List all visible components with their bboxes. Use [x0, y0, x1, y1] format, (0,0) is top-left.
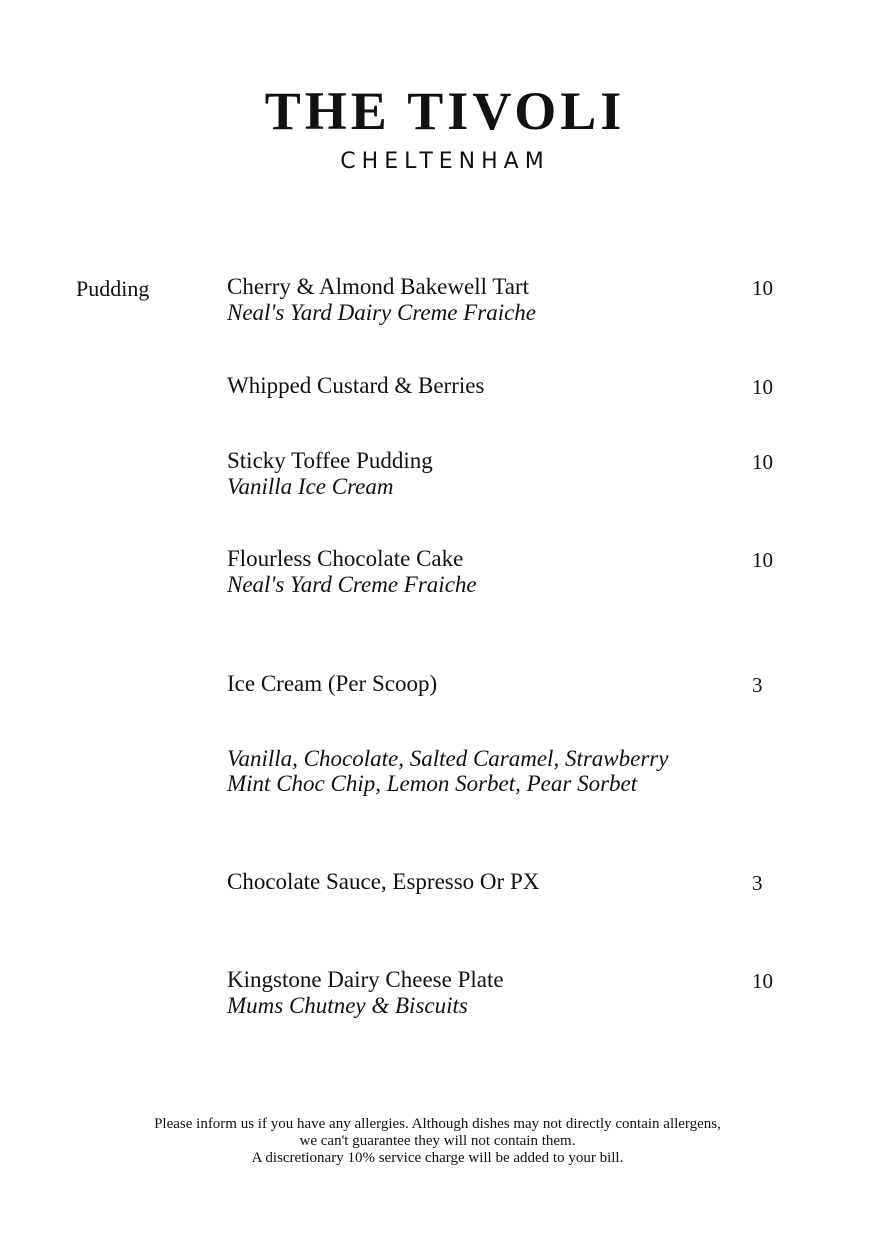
- section-heading-pudding: Pudding: [76, 276, 150, 301]
- menu-item-price: 3: [752, 673, 763, 697]
- allergy-notice-line-1: Please inform us if you have any allergies. Although dishes may not directly contain allergens,: [154, 1116, 721, 1132]
- menu-item-price: 10: [752, 375, 773, 399]
- menu-item-name: Whipped Custard & Berries: [227, 373, 485, 398]
- menu-item-description: Neal's Yard Creme Fraiche: [227, 572, 477, 597]
- menu-item-price: 3: [752, 871, 763, 895]
- restaurant-location: CHELTENHAM: [340, 149, 550, 174]
- ice-cream-flavours-line-1: Vanilla, Chocolate, Salted Caramel, Strawberry: [227, 746, 669, 771]
- menu-item-description: Neal's Yard Dairy Creme Fraiche: [227, 300, 537, 325]
- menu-item-description: Mums Chutney & Biscuits: [227, 993, 468, 1018]
- menu-item-name: Cherry & Almond Bakewell Tart: [227, 274, 530, 299]
- menu-item-price: 10: [752, 276, 773, 300]
- menu-item-price: 10: [752, 450, 773, 474]
- menu-item-name: Kingstone Dairy Cheese Plate: [227, 967, 504, 992]
- service-charge-notice: A discretionary 10% service charge will be added to your bill.: [251, 1150, 624, 1166]
- allergy-notice: [0, 1116, 875, 1167]
- menu-item-name: Flourless Chocolate Cake: [227, 546, 464, 571]
- menu-item-name: Sticky Toffee Pudding: [227, 448, 433, 473]
- menu-item-price: 10: [752, 969, 773, 993]
- menu-item-name: Chocolate Sauce, Espresso Or PX: [227, 869, 540, 894]
- menu-item-description: Vanilla Ice Cream: [227, 474, 394, 499]
- restaurant-title: THE TIVOLI: [264, 81, 626, 141]
- ice-cream-flavours-line-2: Mint Choc Chip, Lemon Sorbet, Pear Sorbet: [227, 771, 638, 796]
- menu-item-price: 10: [752, 548, 773, 572]
- menu-item-name: Ice Cream (Per Scoop): [227, 671, 438, 696]
- allergy-notice-line-2: we can't guarantee they will not contain them.: [299, 1133, 576, 1149]
